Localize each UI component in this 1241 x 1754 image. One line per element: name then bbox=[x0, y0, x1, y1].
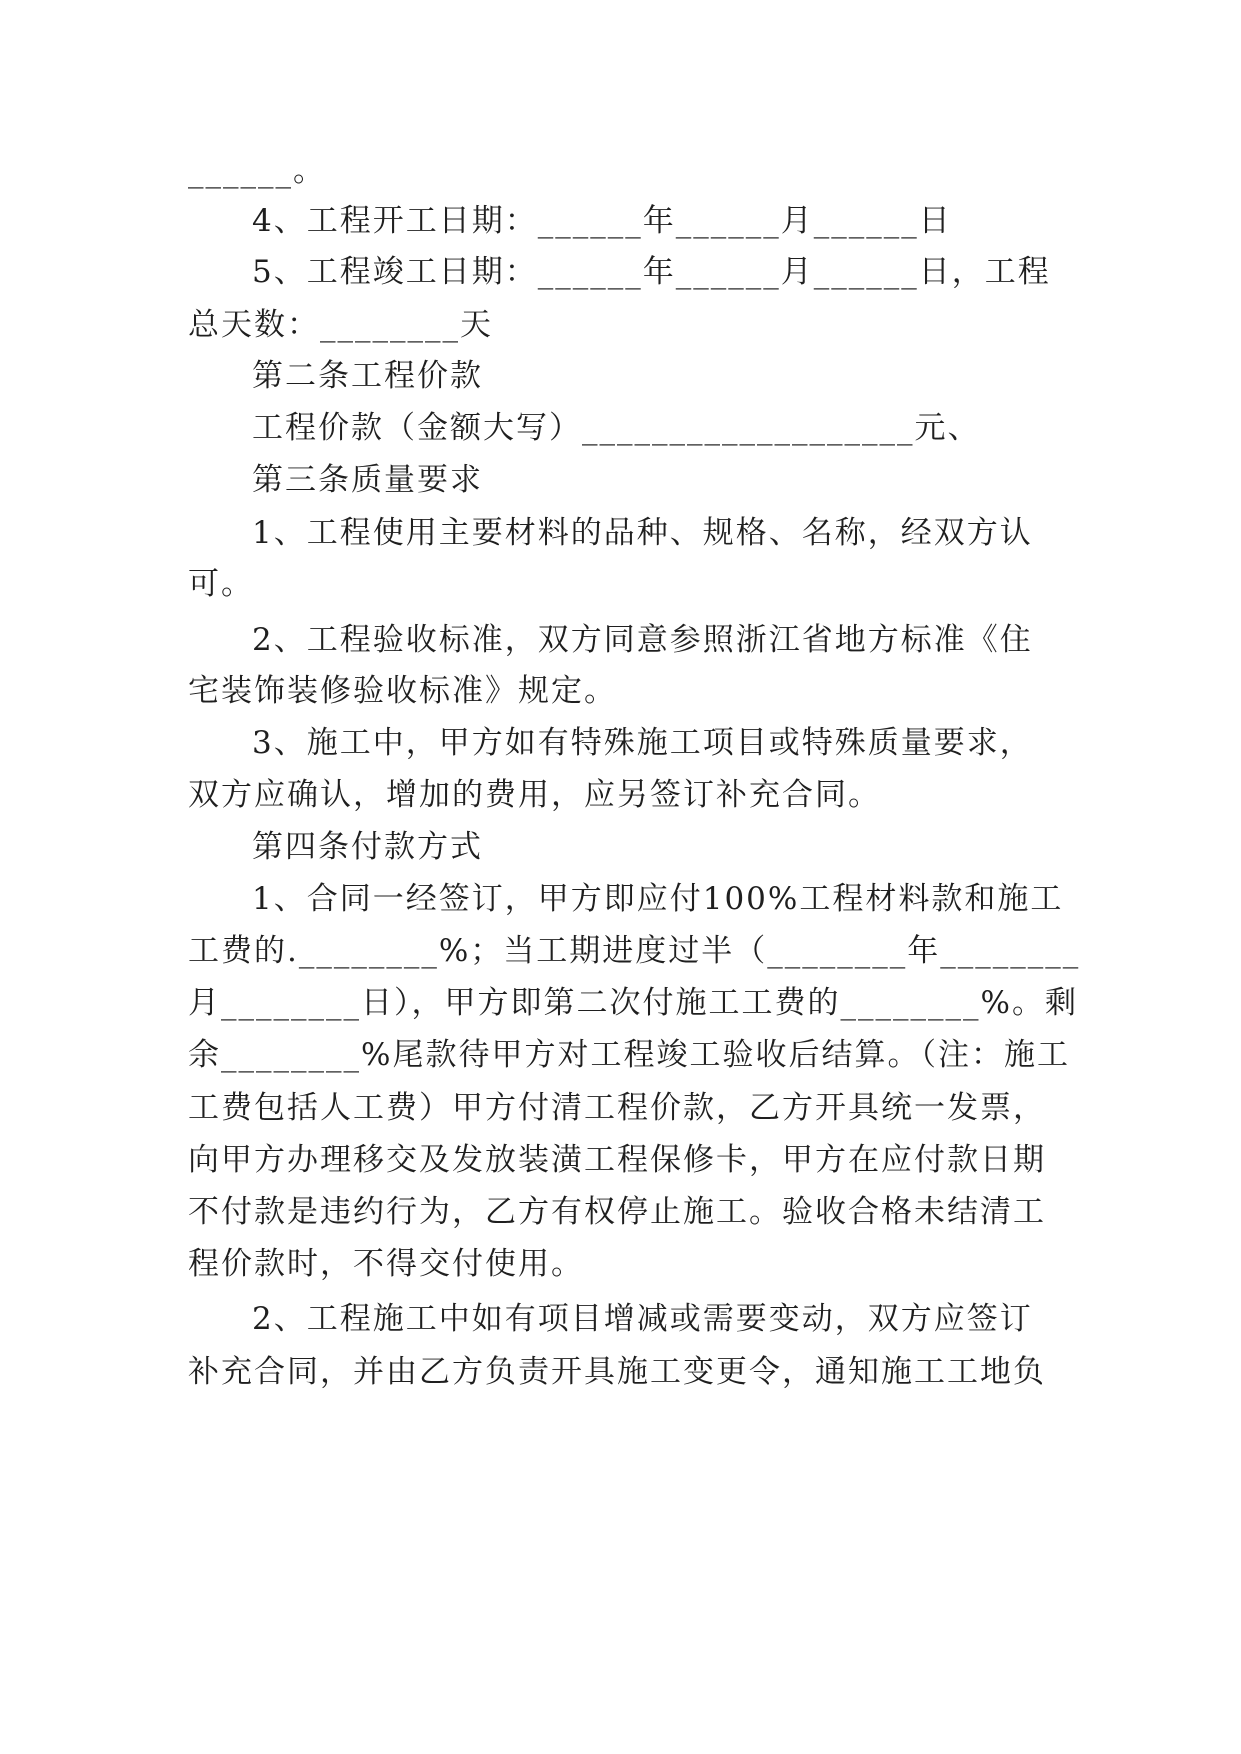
text-line: 程价款时，不得交付使用。 bbox=[188, 1246, 584, 1282]
text-line: 工程价款（金额大写）___________________元、 bbox=[252, 410, 981, 446]
text-line: 3、施工中，甲方如有特殊施工项目或特殊质量要求， bbox=[252, 725, 1033, 761]
text-line: 可。 bbox=[188, 566, 254, 602]
text-line: 2、工程验收标准，双方同意参照浙江省地方标准《住 bbox=[252, 622, 1033, 658]
section-heading: 第三条质量要求 bbox=[252, 462, 483, 498]
text-line: 1、合同一经签订，甲方即应付100%工程材料款和施工 bbox=[252, 881, 1064, 917]
text-line: 双方应确认，增加的费用，应另签订补充合同。 bbox=[188, 777, 881, 813]
text-line: 不付款是违约行为，乙方有权停止施工。验收合格未结清工 bbox=[188, 1194, 1046, 1230]
text-line: 5、工程竣工日期：______年______月______日，工程 bbox=[252, 254, 1051, 290]
text-line: 2、工程施工中如有项目增减或需要变动，双方应签订 bbox=[252, 1301, 1033, 1337]
text-line: 1、工程使用主要材料的品种、规格、名称，经双方认 bbox=[252, 515, 1033, 551]
text-line: 工费的.________%；当工期进度过半（________年________ bbox=[188, 933, 1081, 969]
text-line: 工费包括人工费）甲方付清工程价款，乙方开具统一发票， bbox=[188, 1090, 1046, 1126]
text-line: ______。 bbox=[188, 153, 326, 189]
text-line: 宅装饰装修验收标准》规定。 bbox=[188, 673, 617, 709]
section-heading: 第四条付款方式 bbox=[252, 829, 483, 865]
text-line: 向甲方办理移交及发放装潢工程保修卡，甲方在应付款日期 bbox=[188, 1142, 1046, 1178]
text-line: 4、工程开工日期：______年______月______日 bbox=[252, 203, 952, 239]
section-heading: 第二条工程价款 bbox=[252, 358, 483, 394]
text-line: 余________%尾款待甲方对工程竣工验收后结算。（注：施工 bbox=[188, 1037, 1070, 1073]
text-line: 补充合同，并由乙方负责开具施工变更令，通知施工工地负 bbox=[188, 1354, 1046, 1390]
text-line: 总天数：________天 bbox=[188, 307, 493, 343]
text-line: 月________日），甲方即第二次付施工工费的________%。剩 bbox=[188, 985, 1078, 1021]
